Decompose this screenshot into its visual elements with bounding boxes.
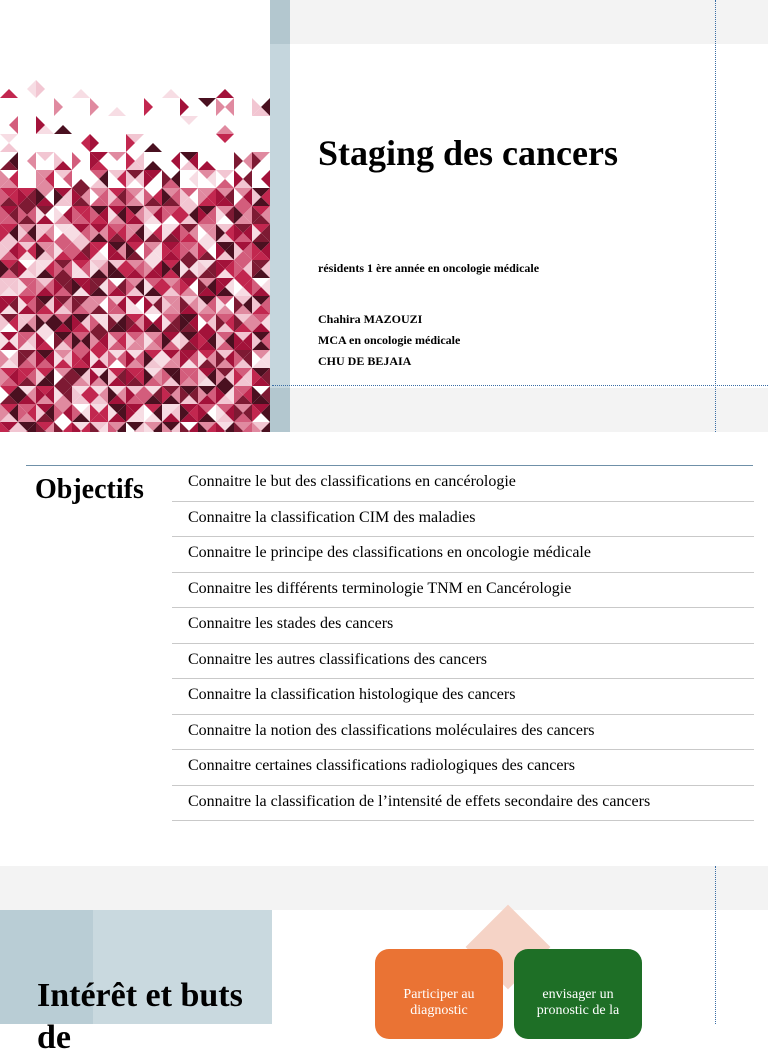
list-item: Connaitre la notion des classifications moléculaires des cancers (172, 715, 754, 751)
mosaic-triangle (216, 98, 225, 116)
mosaic-triangle (90, 98, 99, 116)
mosaic-triangle (27, 80, 36, 98)
author-institution: CHU DE BEJAIA (318, 354, 412, 368)
mosaic-triangle (0, 134, 18, 143)
mosaic-triangle (198, 98, 216, 107)
slide-title: Objectifs (35, 474, 144, 505)
mosaic-triangle (108, 152, 126, 161)
mosaic-triangle (72, 179, 90, 188)
mosaic-triangle (108, 107, 126, 116)
author-role: MCA en oncologie médicale (318, 333, 461, 347)
slide-subtitle: résidents 1 ère année en oncologie médicale (318, 261, 540, 275)
list-item: Connaitre le principe des classifications en oncologie médicale (172, 537, 754, 573)
mosaic-triangle (216, 179, 234, 188)
top-band (0, 866, 768, 910)
list-item: Connaitre les stades des cancers (172, 608, 754, 644)
mosaic-triangle (180, 98, 189, 116)
mosaic-triangle (54, 125, 72, 134)
vertical-accent-bar-bottom (270, 388, 290, 432)
vertical-accent-bar-top (270, 0, 290, 44)
mosaic-triangle (72, 152, 81, 170)
mosaic-triangle (9, 116, 18, 134)
mosaic-triangle (189, 170, 198, 188)
mosaic-triangle (90, 134, 99, 152)
diagram-box-diagnostic: Participer au diagnostic (375, 949, 503, 1039)
title-slide (0, 0, 768, 432)
mosaic-triangle (216, 170, 234, 179)
list-item: Connaitre la classification de l’intensité de effets secondaire des cancers (172, 786, 754, 822)
mosaic-triangle (171, 152, 180, 170)
mosaic-triangle (144, 161, 162, 170)
author-block (318, 309, 460, 372)
objectives-list (172, 466, 754, 821)
triangle-mosaic-decoration (0, 80, 270, 432)
mosaic-triangle (216, 134, 234, 143)
bottom-band (290, 388, 768, 432)
mosaic-triangle (27, 152, 36, 170)
top-band (290, 0, 768, 44)
mosaic-triangle (162, 89, 180, 98)
mosaic-triangle (198, 161, 216, 170)
author-name: Chahira MAZOUZI (318, 312, 423, 326)
mosaic-triangle (225, 98, 234, 116)
layout-guide-horizontal (272, 385, 768, 386)
list-item: Connaitre le but des classifications en cancérologie (172, 466, 754, 502)
list-item: Connaitre les différents terminologie TNM en Cancérologie (172, 573, 754, 609)
mosaic-triangle (81, 134, 90, 152)
mosaic-triangle (54, 98, 63, 116)
slide-title: Staging des cancers (318, 133, 618, 173)
vertical-accent-bar (270, 0, 290, 432)
mosaic-triangle (144, 143, 162, 152)
list-item: Connaitre certaines classifications radiologiques des cancers (172, 750, 754, 786)
slide-title-continued: de (37, 1019, 71, 1056)
list-item: Connaitre les autres classifications des cancers (172, 644, 754, 680)
list-item: Connaitre la classification histologique des cancers (172, 679, 754, 715)
mosaic-triangle (216, 125, 234, 134)
diagram-box-prognostic: envisager un pronostic de la (514, 949, 642, 1039)
mosaic-triangle (36, 80, 45, 98)
mosaic-triangle (180, 116, 198, 125)
mosaic-triangle (72, 89, 90, 98)
mosaic-triangle (36, 152, 54, 161)
mosaic-triangle (243, 152, 252, 170)
layout-guide-vertical (715, 0, 716, 432)
mosaic-triangle (0, 143, 18, 152)
mosaic-triangle (234, 152, 243, 170)
mosaic-triangle (216, 89, 234, 98)
slide-title: Intérêt et buts (37, 977, 243, 1014)
layout-guide-vertical (715, 866, 716, 1024)
mosaic-triangle (0, 89, 18, 98)
list-item: Connaitre la classification CIM des maladies (172, 502, 754, 538)
mosaic-triangle (261, 170, 270, 188)
mosaic-triangle (144, 98, 153, 116)
interest-slide (0, 866, 768, 1056)
objectives-slide (0, 432, 768, 866)
